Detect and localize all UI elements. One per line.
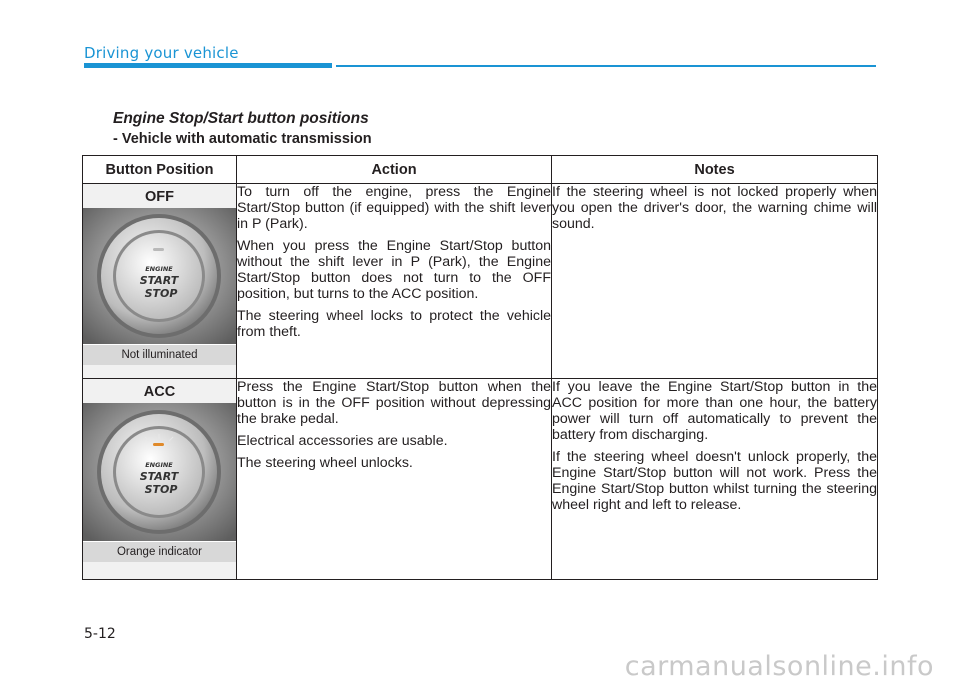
header-rule-thick [84, 63, 332, 68]
button-positions-table [82, 155, 878, 580]
button-stop-text: STOP [144, 287, 178, 300]
header-button-position: Button Position [83, 156, 237, 184]
page-number: 5-12 [84, 626, 116, 642]
indicator-light [153, 443, 164, 446]
position-cell [83, 184, 237, 379]
header-notes: Notes [552, 156, 878, 184]
notes-text: If the steering wheel is not locked properly when you open the driver's door, the warning chime will sound. [552, 184, 877, 232]
table-row [83, 184, 878, 379]
section-title: Engine Stop/Start button positions [113, 110, 369, 127]
notes-cell [552, 184, 878, 379]
position-label: ACC [143, 384, 176, 400]
button-engine-text: ENGINE [145, 461, 173, 469]
position-label: OFF [145, 189, 174, 205]
button-start-text: START [139, 274, 179, 287]
action-cell [237, 379, 552, 580]
notes-cell [552, 379, 878, 580]
image-caption: Not illuminated [83, 344, 236, 365]
start-button-image [83, 403, 236, 541]
action-text: The steering wheel unlocks. [237, 455, 413, 471]
action-text: The steering wheel locks to protect the vehicle from theft. [237, 308, 551, 340]
start-button-image [83, 208, 236, 344]
section-subtitle: - Vehicle with automatic transmission [113, 131, 372, 147]
header-action: Action [237, 156, 552, 184]
image-caption: Orange indicator [83, 541, 236, 562]
header-rule-thin [336, 65, 876, 67]
watermark: carmanualsonline.info [624, 651, 934, 682]
table-row [83, 379, 878, 580]
action-cell [237, 184, 552, 379]
notes-text: If you leave the Engine Start/Stop button in the ACC position for more than one hour, the battery power will turn off automatically to prevent the battery from discharging. [552, 379, 877, 443]
table-header-row [83, 156, 878, 184]
position-cell [83, 379, 237, 580]
button-start-text: START [139, 470, 179, 483]
action-text: When you press the Engine Start/Stop button without the shift lever in P (Park), the Engine Start/Stop button does not turn to the OFF position, but turns to the ACC position. [237, 238, 551, 302]
button-engine-text: ENGINE [145, 265, 173, 273]
action-text: To turn off the engine, press the Engine Start/Stop button (if equipped) with the shift lever in P (Park). [237, 184, 551, 232]
action-text: Electrical accessories are usable. [237, 433, 448, 449]
notes-text: If the steering wheel doesn't unlock properly, the Engine Start/Stop button will not work. Press the Engine Start/Stop button whilst turning the steering wheel right and left to release. [552, 449, 877, 513]
action-text: Press the Engine Start/Stop button when the button is in the OFF position without depressing the brake pedal. [237, 379, 551, 427]
chapter-title: Driving your vehicle [84, 44, 239, 62]
indicator-light [153, 248, 164, 251]
button-stop-text: STOP [144, 483, 178, 496]
